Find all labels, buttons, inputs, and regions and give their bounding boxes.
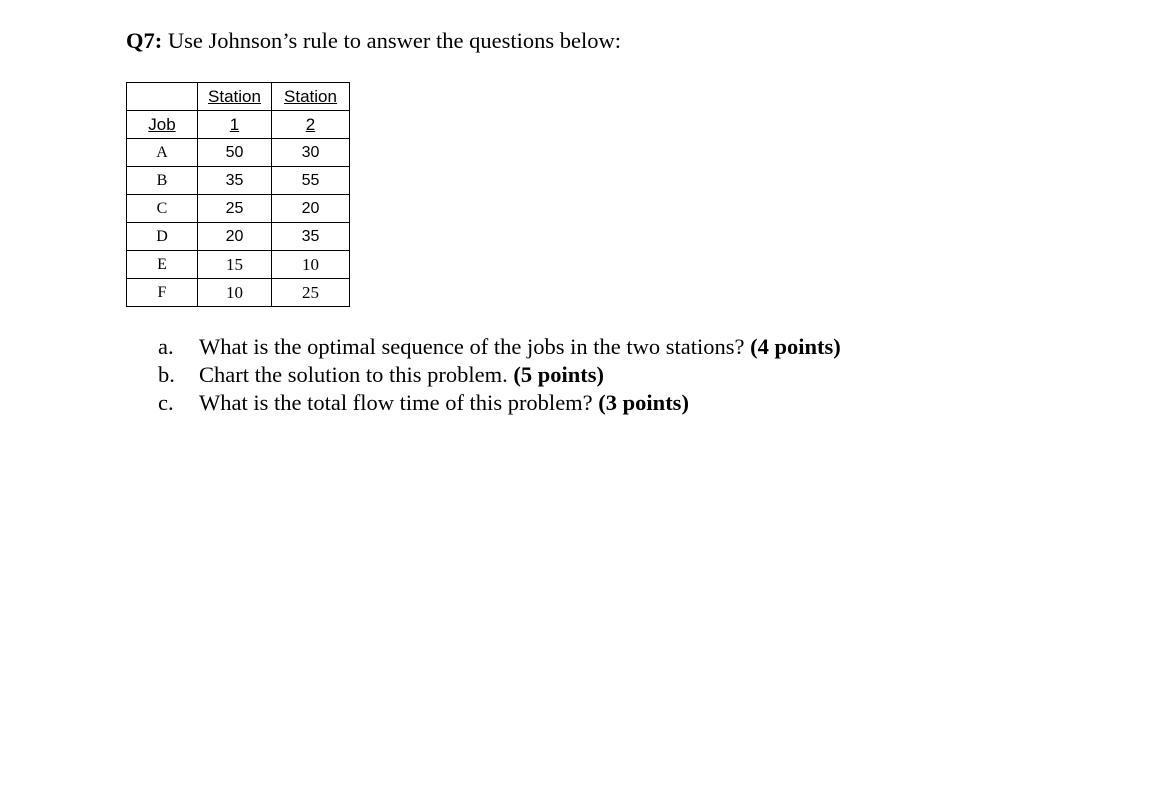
question-points: (5 points) (513, 362, 604, 387)
station-2-cell: 55 (272, 167, 350, 195)
station-1-cell: 35 (198, 167, 272, 195)
job-times-table (126, 82, 350, 307)
station-2-cell: 20 (272, 195, 350, 223)
table-row (127, 139, 350, 167)
header-cell-station-1: Station (198, 83, 272, 111)
list-item (158, 333, 841, 361)
job-cell: B (127, 167, 198, 195)
station-2-cell: 30 (272, 139, 350, 167)
station-1-cell: 50 (198, 139, 272, 167)
table-row (127, 195, 350, 223)
question-points: (3 points) (598, 390, 689, 415)
question-heading (126, 27, 621, 55)
header-cell-job: Job (127, 111, 198, 139)
question-text: What is the optimal sequence of the jobs in the two stations? (199, 334, 745, 359)
station-2-cell: 35 (272, 223, 350, 251)
station-2-cell: 25 (272, 279, 350, 307)
table-row (127, 251, 350, 279)
question-text: Chart the solution to this problem. (199, 362, 508, 387)
header-cell-empty (127, 83, 198, 111)
question-instruction: Use Johnson’s rule to answer the questions below: (162, 28, 621, 53)
list-marker: a. (158, 334, 174, 359)
list-item (158, 389, 841, 417)
table-header-row (127, 83, 350, 111)
question-text: What is the total flow time of this problem? (199, 390, 593, 415)
table-header-row (127, 111, 350, 139)
table-row (127, 223, 350, 251)
station-1-cell: 15 (198, 251, 272, 279)
job-cell: D (127, 223, 198, 251)
header-cell-station-2-number: 2 (272, 111, 350, 139)
question-list (158, 333, 841, 417)
station-1-cell: 25 (198, 195, 272, 223)
question-number: Q7: (126, 28, 163, 53)
job-cell: E (127, 251, 198, 279)
list-marker: c. (158, 390, 174, 415)
station-2-cell: 10 (272, 251, 350, 279)
header-cell-station-2: Station (272, 83, 350, 111)
station-1-cell: 10 (198, 279, 272, 307)
job-cell: F (127, 279, 198, 307)
station-1-cell: 20 (198, 223, 272, 251)
list-item (158, 361, 841, 389)
question-points: (4 points) (750, 334, 841, 359)
job-cell: A (127, 139, 198, 167)
header-cell-station-1-number: 1 (198, 111, 272, 139)
table-row (127, 167, 350, 195)
list-marker: b. (158, 362, 175, 387)
table-row (127, 279, 350, 307)
job-cell: C (127, 195, 198, 223)
